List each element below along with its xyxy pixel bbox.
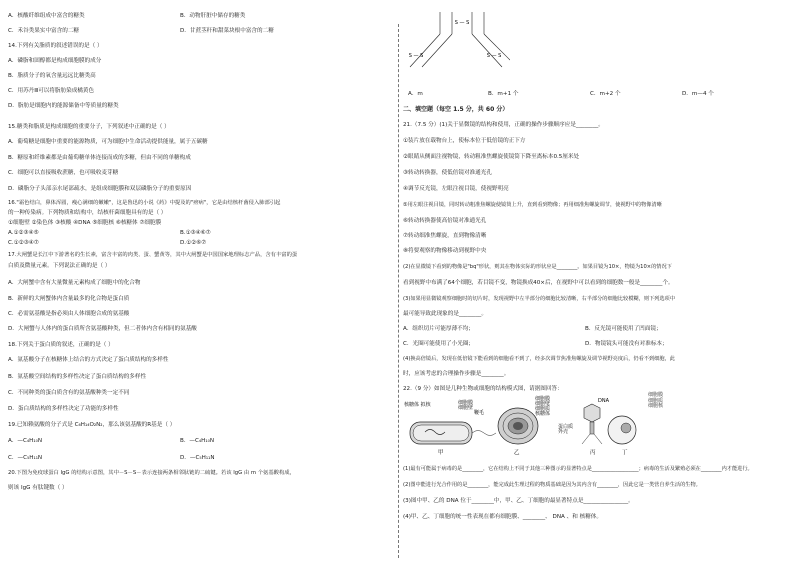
cyanobacterium-cell: [498, 395, 550, 456]
disulfide-label-left: S — S: [408, 53, 424, 59]
q21-step-3: ③转动转换器，使低倍镜对准通光孔: [403, 170, 492, 176]
q18-stem: 18.下列关于蛋白质的叙述，正确的是（ ）: [8, 342, 114, 348]
q16-option-d: D.①②⑥⑦: [180, 240, 207, 246]
q17-stem-2: 白质及微量元素。下列说法正确的是（ ）: [8, 263, 111, 269]
q14-stem: 14.下列有关脂质的叙述错误的是（ ）: [8, 43, 103, 49]
q18-option-c: C．不同种类的蛋白质含有的氨基酸种类一定不同: [8, 390, 130, 396]
q21-step-6: ⑥转动转换器使高倍镜对准通光孔: [403, 218, 487, 224]
q21-stem: 21.（7.5 分）(1)关于显微镜的结构和使用，正确的操作步骤顺序应是________。: [403, 122, 604, 128]
q21-step-2: ②眼睛从侧面注视物镜，转动粗准焦螺旋使镜筒下降至离标本0.5厘米处: [403, 154, 580, 160]
section-2-title: 二、填空题（每空 1.5 分，共 60 分）: [403, 106, 509, 113]
q19-option-a: A．—C₄H₁₀N: [8, 438, 43, 444]
q21-step-5: ⑤用左眼注视目镜，同时转动粗准焦螺旋使镜筒上升，直到看到物像；再用细准焦螺旋调节，使视野中的物像清晰: [403, 202, 662, 208]
q22-part3: (3)图中甲、乙的 DNA 位于________中，甲、乙、丁细胞的最显著特点是________________。: [403, 498, 634, 504]
animal-cell: [608, 416, 636, 456]
q20-option-b: B．m+1 个: [488, 91, 519, 97]
q16-stem-2: 的一种传染病。下列物质和结构中，结核杆菌细胞具有的是（ ）: [8, 210, 167, 216]
q15-stem: 15.糖类和脂质是构成细胞的重要分子，下列叙述中正确的是（ ）: [8, 124, 170, 130]
q21-step-4: ④调节反光镜，左眼注视目镜，使视野明亮: [403, 186, 509, 192]
igg-structure-diagram: [400, 12, 510, 80]
q18-option-a: A．氨基酸分子在核糖体上结合的方式决定了蛋白质结构的多样性: [8, 357, 169, 363]
q20-option-c: C．m+2 个: [590, 91, 621, 97]
q13-option-b: B．动物肝脏中储存的糖类: [180, 13, 246, 19]
disulfide-label-right: S — S: [486, 53, 502, 59]
q16-option-a: A.①②③④⑤: [8, 230, 39, 236]
q22-part2: (2)图中能进行光合作用的是________，能完成此生理过程的物质基础是因为其内含有________，因此它是一类营自养生活的生物。: [403, 482, 701, 488]
virus-dna-label: DNA: [598, 398, 610, 404]
q14-option-d: D．脂肪是细胞内的能源储备中等质量的糖类: [8, 103, 119, 109]
q13-option-a: A．核酸纤维组成中富含的糖类: [8, 13, 85, 19]
q18-option-b: B．氨基酸空间结构的多样性决定了蛋白质结构的多样性: [8, 374, 147, 380]
label-bing: 丙: [590, 450, 596, 456]
bacterium-left-label: 核糖体 拟核: [404, 402, 431, 408]
q21-part4-b: 时，应该考虑的合理操作步骤是________。: [403, 371, 510, 377]
q19-stem: 19.已知赖氨酸的分子式是 C₆H₁₄O₂N₂，那么该氨基酸的R基是（ ）: [8, 422, 176, 428]
q16-stem: 16."霜色结白，鼻体浑圆，瘦心满细的嫩嫩"，这是鲁迅的小说《药》中提及的"痨病"，它是由结核杆菌侵入肺部引起: [8, 200, 281, 206]
q15-option-d: D．磷脂分子头部亲水尾部疏水，是组成细胞膜和双层磷脂分子的重要原因: [8, 186, 192, 192]
q17-option-b: B．新鲜的大闸蟹体内含量最多的化合物是蛋白质: [8, 296, 130, 302]
q21-step-7: ⑦转动细准焦螺旋，直到物像清晰: [403, 233, 487, 239]
q21-part2: (2)在显微镜下看到的物像是"bq"形状，则其在物体实际的形状应是________。如果目镜为10×，物镜为10×的情况下: [403, 264, 672, 270]
q21-part2-b: 看到视野中布满了64个细胞，若目镜不变，物镜换成40×后，在视野中可以看到的细胞数一般是________个。: [403, 280, 674, 286]
q20-option-a: A．m: [408, 91, 423, 97]
q21-option-b: B．反光镜可能使用了凹面镜；: [585, 326, 662, 332]
animal-cell-label: 细胞膜 细胞质 细胞核: [648, 392, 664, 410]
q17-option-c: C．必需氨基酸是指必须由人体细胞合成的氨基酸: [8, 311, 130, 317]
q20-stem-2: 则该 IgG 有肽键数（ ）: [8, 485, 68, 491]
q15-option-b: B．糖原和纤维素都是由葡萄糖单体连接而成的多糖，但由不同的单糖构成: [8, 155, 191, 161]
label-ding: 丁: [622, 450, 628, 456]
q21-option-a: A．组织切片可能厚薄不均；: [403, 326, 474, 332]
bacterium-cell: [404, 399, 496, 456]
q21-option-d: D．物镜镜头可能没有对准标本；: [585, 341, 668, 347]
q20-stem: 20.下图为免疫球蛋白 IgG 的结构示意图，其中－S－S－表示连接两条相邻肽链的二硫键。若该 IgG 由 m 个氨基酸构成，: [8, 470, 295, 476]
q19-option-c: C．—C₅H₁₁N: [8, 455, 43, 461]
q17-stem: 17.大闸蟹是长江中下游著名的生长素，富含丰富的肉类、蛋、蟹黄等，其中大闸蟹是中国国家地理标志产品，含有丰富的蛋: [8, 252, 298, 258]
q19-option-d: D．—C₅H₁₁N: [180, 455, 215, 461]
q22-cells-figure: [400, 394, 640, 460]
q21-part3: (3)如果用显微镜观察细胞时的切片时，发现视野中左半部分的细胞比较清晰，右半部分的细胞比较模糊，则下列选项中: [403, 296, 675, 302]
q16-items: ①细胞壁 ②染色体 ③核酸 ④DNA ⑤细胞核 ⑥核糖体 ⑦细胞膜: [8, 220, 162, 226]
q21-step-1: ①装片放在载物台上，使标本位于低倍镜的正下方: [403, 138, 526, 144]
q19-option-b: B．—C₄H₁₀N: [180, 438, 215, 444]
q14-option-b: B．脂质分子的氧含量远远比糖类高: [8, 73, 96, 79]
q13-option-d: D．甘蔗茎秆和甜菜块根中富含的二糖: [180, 28, 274, 34]
q13-option-c: C．禾谷类果实中富含的二糖: [8, 28, 80, 34]
q21-part3-b: 最可能导致此现象的是________。: [403, 311, 487, 317]
label-jia: 甲: [438, 450, 444, 456]
label-yi: 乙: [514, 450, 520, 456]
q15-option-a: A．葡萄糖是细胞中重要的能源物质，可为细胞中生命活动提供能量，属于五碳糖: [8, 139, 208, 145]
q22-part1: (1)最有可能属于病毒的是________，它在结构上不同于其他三种图示的显著特点是__________________；病毒的生活及繁殖必须在________内才能进行。: [403, 466, 753, 472]
q16-option-c: C.①②③④⑦: [8, 240, 39, 246]
column-divider: [398, 24, 399, 558]
q21-option-c: C．光圈可能使用了小光圈；: [403, 341, 475, 347]
q22-stem: 22.（9 分）如图是几种生物或细胞的结构模式图，请据图回答：: [403, 386, 563, 392]
q17-option-d: D．大闸蟹与人体内的蛋白质所含氨基酸种类，但二者体内含有相同的氨基酸: [8, 326, 197, 332]
cyanobacterium-label: 细胞膜细胞壁细胞质核糖体: [535, 396, 551, 417]
q16-option-b: B.①③④⑥⑦: [180, 230, 211, 236]
q14-option-a: A．磷脂和固醇都是构成细胞膜的成分: [8, 58, 102, 64]
q21-step-8: ⑧将要观察的物像移动到视野中央: [403, 248, 487, 254]
q22-part4: (4)甲、乙、丁细胞的统一性表现在都有细胞膜、________、 DNA 、和 核糖体。: [403, 514, 602, 520]
q18-option-d: D．蛋白质结构的多样性决定了功能的多样性: [8, 406, 119, 412]
q20-option-d: D．m—4 个: [682, 91, 714, 97]
bacterium-right-label: 细胞膜细胞壁鞭毛: [458, 400, 485, 416]
virus-coat-label: 蛋白质外壳: [558, 424, 574, 435]
disulfide-label-top: S — S: [454, 20, 470, 26]
q14-option-c: C．用苏丹Ⅲ可以将脂肪染成橘黄色: [8, 88, 95, 94]
q21-part4: (4)换高倍镜后，发现在低倍镜下能看到的细胞看不到了，经多次调节焦准焦螺旋及调节视野亮度后，仍看不到细胞，此: [403, 356, 675, 362]
q15-option-c: C．细胞可以直接吸收蔗糖，也可吸收麦芽糖: [8, 170, 119, 176]
virus-particle: [558, 398, 610, 456]
q17-option-a: A．大闸蟹中含有大量微量元素构成了细胞中的化合物: [8, 280, 141, 286]
